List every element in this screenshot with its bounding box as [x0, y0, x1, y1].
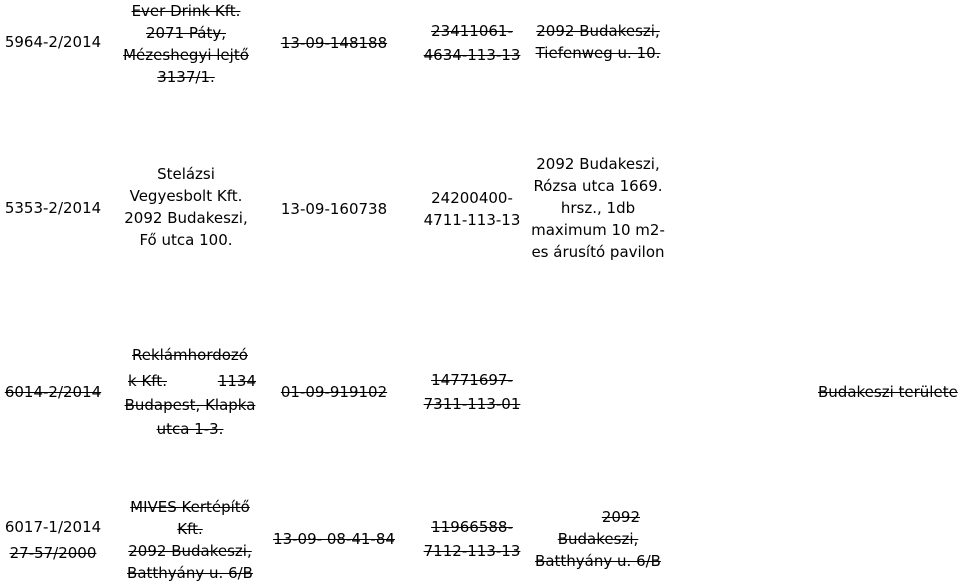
row-2-reg-number: 13-09-160738 [280, 200, 388, 218]
address-line: 2092 [601, 508, 640, 526]
company-line: Reklámhordozó [132, 346, 248, 364]
company-line: Kft. [177, 520, 203, 538]
row-1-address: Tiefenweg u. 10. [535, 44, 661, 62]
address-line: 2092 Budakeszi, [536, 155, 660, 173]
company-line: utca 1-3. [156, 420, 224, 438]
company-line: 2092 Budakeszi, [128, 542, 252, 560]
address-line: Batthyány u. 6/B [535, 552, 661, 570]
row-1-tax-number: 4634-113-13 [423, 46, 521, 64]
row-2-tax-number: 4711-113-13 [423, 211, 521, 229]
row-4-reg-number: 13-09- 08-41-84 [273, 530, 395, 548]
row-1-tax-number: 23411061- [431, 22, 513, 40]
company-line: Fő utca 100. [139, 231, 233, 249]
company-line: Mézeshegyi lejtő [123, 46, 249, 64]
row-3-address-tail: Budakeszi területe [818, 383, 958, 401]
row-3-reg-number: 01-09-919102 [280, 383, 388, 401]
row-2-reg-no: 5353-2/2014 [4, 199, 102, 217]
address-line: es árusító pavilon [531, 243, 665, 261]
company-line: Stelázsi [157, 165, 215, 183]
company-line: 2071 Páty, [145, 24, 227, 42]
company-line: Ever Drink Kft. [131, 2, 241, 20]
company-line: 3137/1. [157, 68, 215, 86]
row-3-tax-number: 7311-113-01 [423, 395, 521, 413]
row-4-tax-number: 7112-113-13 [423, 542, 521, 560]
company-line: k Kft. [128, 372, 167, 390]
row-3-tax-number: 14771697- [431, 371, 513, 389]
address-line: maximum 10 m2- [531, 221, 665, 239]
address-line: Rózsa utca 1669. [533, 177, 663, 195]
company-line: Vegyesbolt Kft. [129, 187, 243, 205]
company-line: MIVES Kertépítő [130, 498, 250, 516]
row-1-address: 2092 Budakeszi, [536, 22, 660, 40]
company-line: 2092 Budakeszi, [124, 209, 248, 227]
row-1-reg-no: 5964-2/2014 [4, 33, 102, 51]
company-line: Budapest, Klapka [124, 396, 256, 414]
row-4-tax-number: 11966588- [431, 518, 513, 536]
address-line: hrsz., 1db [560, 199, 636, 217]
row-2-tax-number: 24200400- [431, 189, 513, 207]
company-line: 1134 [217, 372, 256, 390]
row-3-reg-no: 6014-2/2014 [4, 383, 102, 401]
address-line: Budakeszi, [557, 530, 639, 548]
row-4-reg-no: 6017-1/2014 [4, 518, 102, 536]
row-1-reg-number: 13-09-148188 [280, 34, 388, 52]
company-line: Batthyány u. 6/B [127, 564, 253, 582]
row-4-reg-no-old: 27-57/2000 [9, 544, 97, 562]
